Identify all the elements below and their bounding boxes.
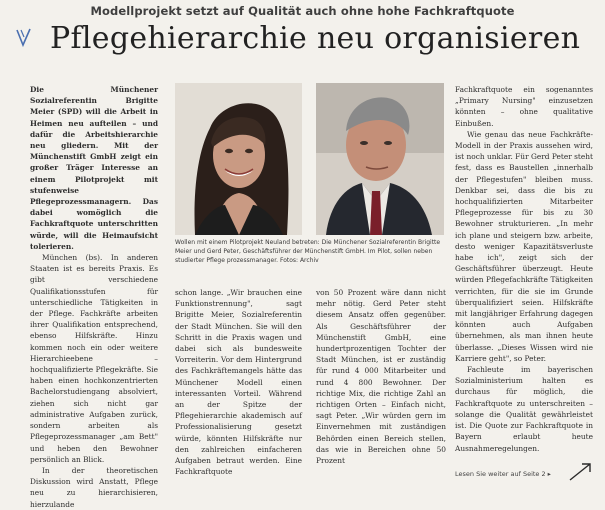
logo-mark-icon xyxy=(15,27,33,49)
article-paragraph: München (bs). In anderen Staaten ist es bereits Praxis. Es gibt verschiedene Qualifikationsstufen für unterschiedliche Tätigkeiten in der Pflege. Fachkräfte arbeiten ihrer Qualifikation entsprechend, ebenso Hilfskräfte. Hinzu kommen noch ein oder weitere Hierarchieebene – hochqualifizierte Pflegekräfte. Sie haben einen hochkonzentrierten Bachelorstudiengang absolviert, ziehen sich nicht gar administrative Aufgaben zurück, sondern arbeiten als Pflegeprozessmanager „am Bett" und heben den Bewohner persönlich an Blick. xyxy=(30,253,158,464)
article-headline: Pflegehierarchie neu organisieren xyxy=(50,21,581,56)
photo-brigitte-meier xyxy=(175,83,302,235)
continue-reading-link[interactable]: Lesen Sie weiter auf Seite 2 ▸ xyxy=(455,470,551,478)
article-paragraph: Wie genau das neue Fachkräfte-Modell in der Praxis aussehen wird, ist noch unklar. Für Gerd Peter steht fest, dass es Baustellen „innerhalb der Pflegestufen" bleiben muss. Denkbar sei, dass die bis zu hochqualifizierten Mitarbeiter Pflegeprozesse für bis zu 30 Bewohner strukturieren. „In mehr ich plane und steigern bzw. arbeite, desto weniger Kapazitätsverluste habe ich", zeigt sich der Geschäftsführer überzeugt. Heute würden Pflegefachkräfte Tätigkeiten verrichten, für die sie im Grunde überqualifiziert seien. Hilfskräfte mit langjähriger Erfahrung dagegen könnten auch Aufgaben übernehmen, als man ihnen heute überlasse. „Dieses Wissen wird nie Karriere geht", so Peter. xyxy=(455,129,593,363)
article-column-3: von 50 Prozent wäre dann nicht mehr nötig. Gerd Peter steht diesem Ansatz offen gegenüber. Als Geschäftsführer der Münchenstift GmbH, eine hundertprozentigen Tochter der Stadt München, ist er zuständig für rund 4 000 Mitarbeiter und rund 4 800 Bewohner. Der richtige Mix, die richtige Zahl an richtigen Orten – Einfach nicht, sagt Peter. „Wir würden gern im Einvernehmen mit zuständigen Behörden einen Bereich stellen, das wie in Bereichen ohne 50 Prozent xyxy=(316,288,446,466)
article-paragraph: In der theoretischen Diskussion wird Anstatt, Pflege neu zu hierarchisieren, hierzulande xyxy=(30,465,158,509)
photo-gerd-peter xyxy=(316,83,444,235)
article-column-4 xyxy=(455,84,593,474)
article-column-1 xyxy=(30,84,158,509)
article-column-2: schon lange. „Wir brauchen eine Funktionstrennung", sagt Brigitte Meier, Sozialreferentin der Stadt München. Sie will den Schritt in die Praxis wagen und dabei sich als bundesweite Vorreiterin. Vor dem Hintergrund des Fachkräftemangels hätte das Münchener Modell einen interessanten Vorteil. Während an der Spitze der Pflegehierarchie akademisch auf Professionalisierung gesetzt würde, könnten Hilfskräfte nur den zahlreichen einfacheren Aufgaben betraut werden. Eine Fachkraftquote xyxy=(175,288,302,477)
article-kicker: Modellprojekt setzt auf Qualität auch ohne hohe Fachkraftquote xyxy=(90,4,515,18)
article-lead: Die Münchener Sozialreferentin Brigitte Meier (SPD) will die Arbeit in Heimen neu aufteilen – und dafür die Arbeitshierarchie neu gliedern. Mit der Münchenstift GmbH zeigt ein großer Träger Interesse an einem Pilotprojekt mit stufenweise Pflegeprozessmanagern. Das dabei womöglich die Fachkraftquote unterschritten würde, will die Heimaufsicht tolerieren. xyxy=(30,85,158,251)
photo-caption: Wollen mit einem Pilotprojekt Neuland betreten: Die Münchener Sozialreferentin Brigitte Meier und Gerd Peter, Geschäftsführer der Münchenstift GmbH. Im Pilot, sollen neben studierter Pflege prozessmanager. Fotos: Archiv xyxy=(175,239,441,264)
portrait-man-image xyxy=(316,83,444,235)
portrait-woman-image xyxy=(175,83,302,235)
article-paragraph: Fachkraftquote ein sogenanntes „Primary Nursing" einzusetzen könnten – ohne qualitative Einbußen. xyxy=(455,85,593,128)
arrow-mark-icon xyxy=(568,460,594,482)
article-paragraph: Fachleute im bayerischen Sozialministerium halten es durchaus für möglich, die Fachkraftquote zu unterschreiten – solange die Qualität gewährleistet ist. Die Quote zur Fachkraftquote in Bayern erlaubt heute Ausnahmeregelungen. xyxy=(455,365,593,453)
